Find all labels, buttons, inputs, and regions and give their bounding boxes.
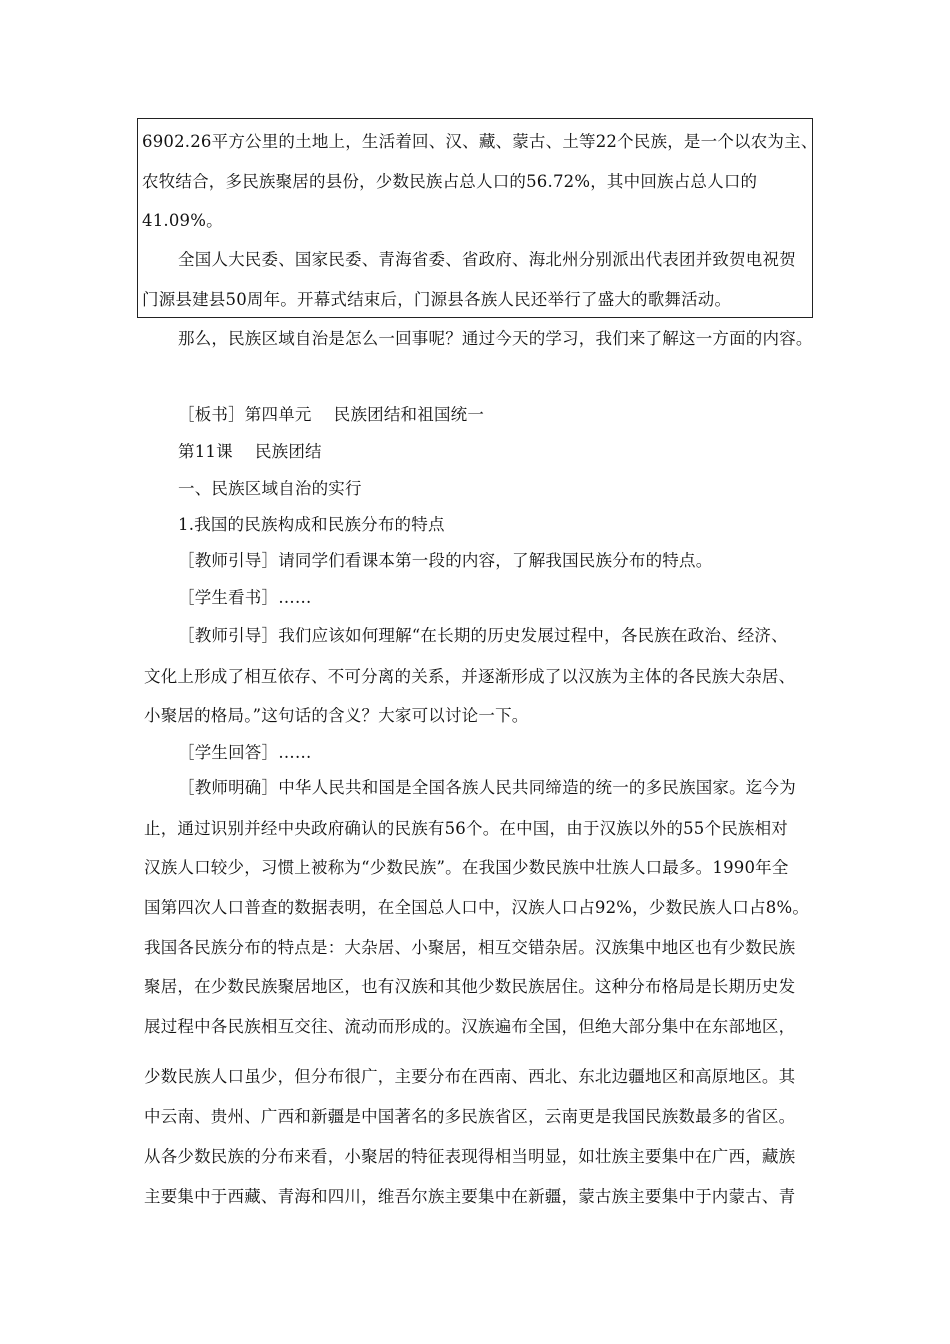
teacher-clarify-line: 主要集中于西藏、青海和四川，维吾尔族主要集中在新疆，蒙古族主要集中于内蒙古、青 xyxy=(144,1187,796,1206)
teacher-clarify-line: 中云南、贵州、广西和新疆是中国著名的多民族省区，云南更是我国民族数最多的省区。 xyxy=(144,1107,796,1126)
box-line: 6902.26平方公里的土地上，生活着回、汉、藏、蒙古、土等22个民族，是一个以农为主、 xyxy=(142,132,818,151)
teacher-clarify-line: 从各少数民族的分布来看，小聚居的特征表现得相当明显，如壮族主要集中在广西，藏族 xyxy=(144,1147,796,1166)
lesson-heading: 第11课 民族团结 xyxy=(178,442,322,461)
teacher-clarify-line: 展过程中各民族相互交往、流动而形成的。汉族遍布全国，但绝大部分集中在东部地区， xyxy=(144,1017,796,1036)
teacher-guide-2-line: ［教师引导］我们应该如何理解“在长期的历史发展过程中，各民族在政治、经济、 xyxy=(178,626,788,645)
subsection-heading: 1.我国的民族构成和民族分布的特点 xyxy=(178,515,445,534)
box-line: 门源县建县50周年。开幕式结束后，门源县各族人民还举行了盛大的歌舞活动。 xyxy=(142,290,732,309)
student-answer: ［学生回答］…… xyxy=(178,743,312,762)
teacher-clarify-line: 聚居，在少数民族聚居地区，也有汉族和其他少数民族居住。这种分布格局是长期历史发 xyxy=(144,977,796,996)
teacher-guide-2-line: 文化上形成了相互依存、不可分离的关系，并逐渐形成了以汉族为主体的各民族大杂居、 xyxy=(144,667,796,686)
teacher-clarify-line: 少数民族人口虽少，但分布很广，主要分布在西南、西北、东北边疆地区和高原地区。其 xyxy=(144,1067,796,1086)
teacher-guide-2-line: 小聚居的格局。”这句话的含义？大家可以讨论一下。 xyxy=(144,706,529,725)
teacher-clarify-line: 国第四次人口普查的数据表明，在全国总人口中，汉族人口占92%，少数民族人口占8%。 xyxy=(144,898,810,917)
box-line: 农牧结合，多民族聚居的县份，少数民族占总人口的56.72%，其中回族占总人口的 xyxy=(142,172,758,191)
box-line: 41.09%。 xyxy=(142,211,223,230)
section-heading: 一、民族区域自治的实行 xyxy=(178,479,362,498)
teacher-clarify-line: 汉族人口较少，习惯上被称为“少数民族”。在我国少数民族中壮族人口最多。1990年全 xyxy=(144,858,789,877)
intro-paragraph: 那么，民族区域自治是怎么一回事呢？通过今天的学习，我们来了解这一方面的内容。 xyxy=(178,329,813,348)
teacher-clarify-line: ［教师明确］中华人民共和国是全国各族人民共同缔造的统一的多民族国家。迄今为 xyxy=(178,778,796,797)
teacher-clarify-line: 我国各民族分布的特点是：大杂居、小聚居，相互交错杂居。汉族集中地区也有少数民族 xyxy=(144,938,796,957)
board-heading: ［板书］第四单元 民族团结和祖国统一 xyxy=(178,405,485,424)
teacher-clarify-line: 止，通过识别并经中央政府确认的民族有56个。在中国，由于汉族以外的55个民族相对 xyxy=(144,819,788,838)
student-reading: ［学生看书］…… xyxy=(178,588,312,607)
box-line: 全国人大民委、国家民委、青海省委、省政府、海北州分别派出代表团并致贺电祝贺 xyxy=(178,250,796,269)
teacher-guide-1: ［教师引导］请同学们看课本第一段的内容，了解我国民族分布的特点。 xyxy=(178,551,713,570)
